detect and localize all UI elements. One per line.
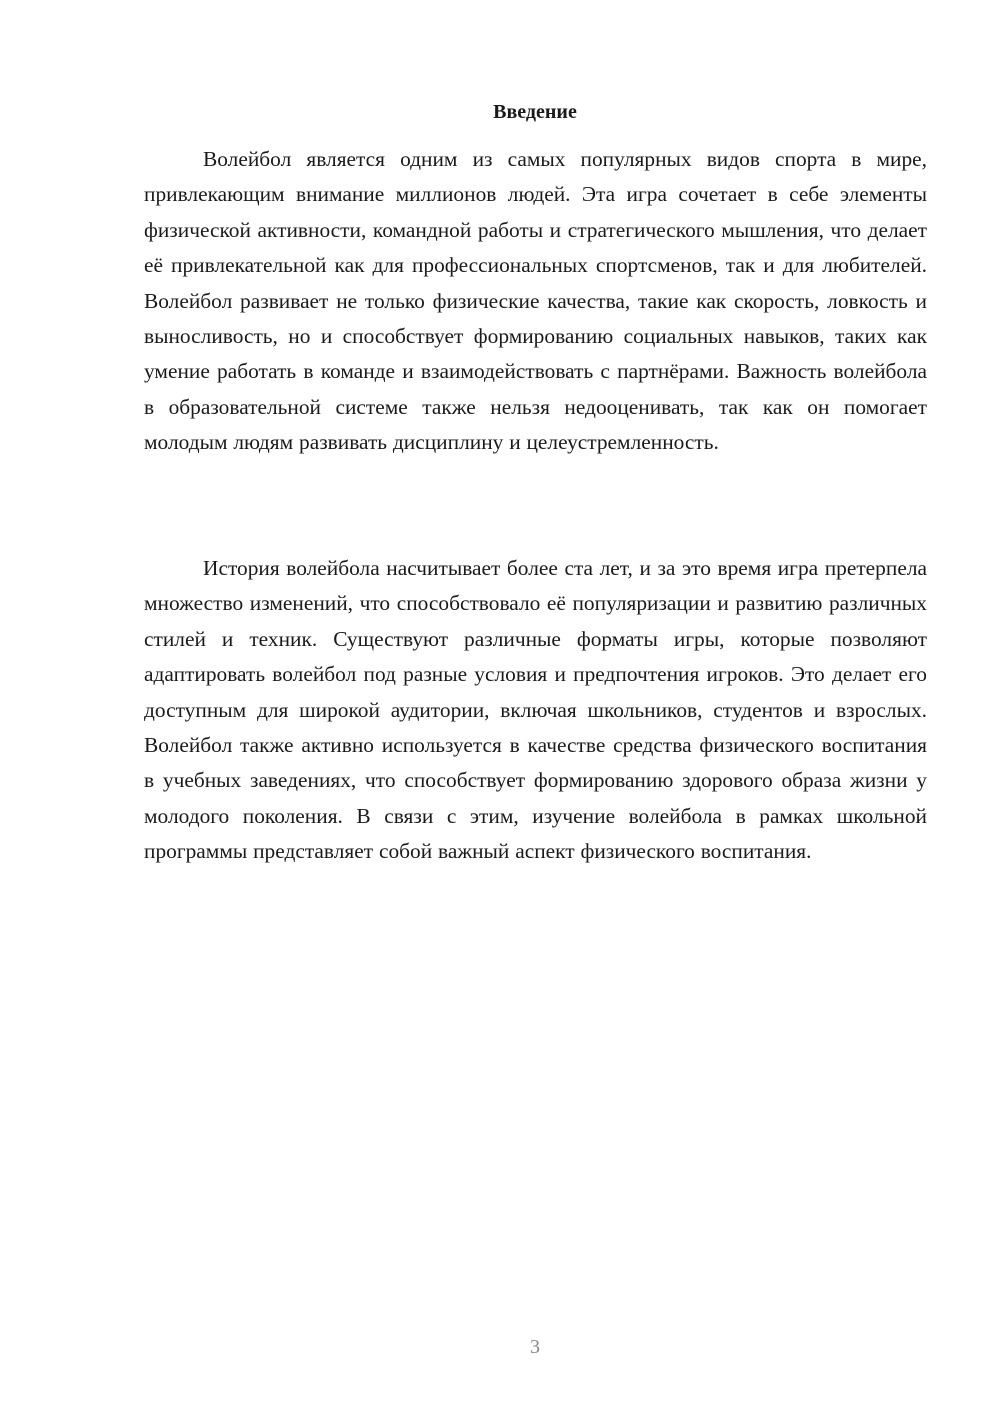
paragraph-introduction-2: История волейбола насчитывает более ста лет, и за это время игра претерпела множество изменений, что способствовало её популяризации и развитию различных стилей и техник. Существуют различные форматы игры, которые позволяют адаптировать волейбол под разные условия и предпочтения игроков. Это делает его доступным для широкой аудитории, включая школьников, студентов и взрослых. Волейбол также активно используется в качестве средства физического воспитания в учебных заведениях, что способствует формированию здорового образа жизни у молодого поколения. В связи с этим, изучение волейбола в рамках школьной программы представляет собой важный аспект физического воспитания. — [144, 556, 927, 864]
page-number: 3 — [530, 1336, 540, 1358]
page-title: Введение — [493, 101, 577, 123]
paragraph-introduction-1: Волейбол является одним из самых популярных видов спорта в мире, привлекающим внимание миллионов людей. Эта игра сочетает в себе элементы физической активности, командной работы и стратегического мышления, что делает её привлекательной как для профессиональных спортсменов, так и для любителей. Волейбол развивает не только физические качества, такие как скорость, ловкость и выносливость, но и способствует формированию социальных навыков, таких как умение работать в команде и взаимодействовать с партнёрами. Важность волейбола в образовательной системе также нельзя недооценивать, так как он помогает молодым людям развивать дисциплину и целеустремленность. — [144, 147, 927, 455]
